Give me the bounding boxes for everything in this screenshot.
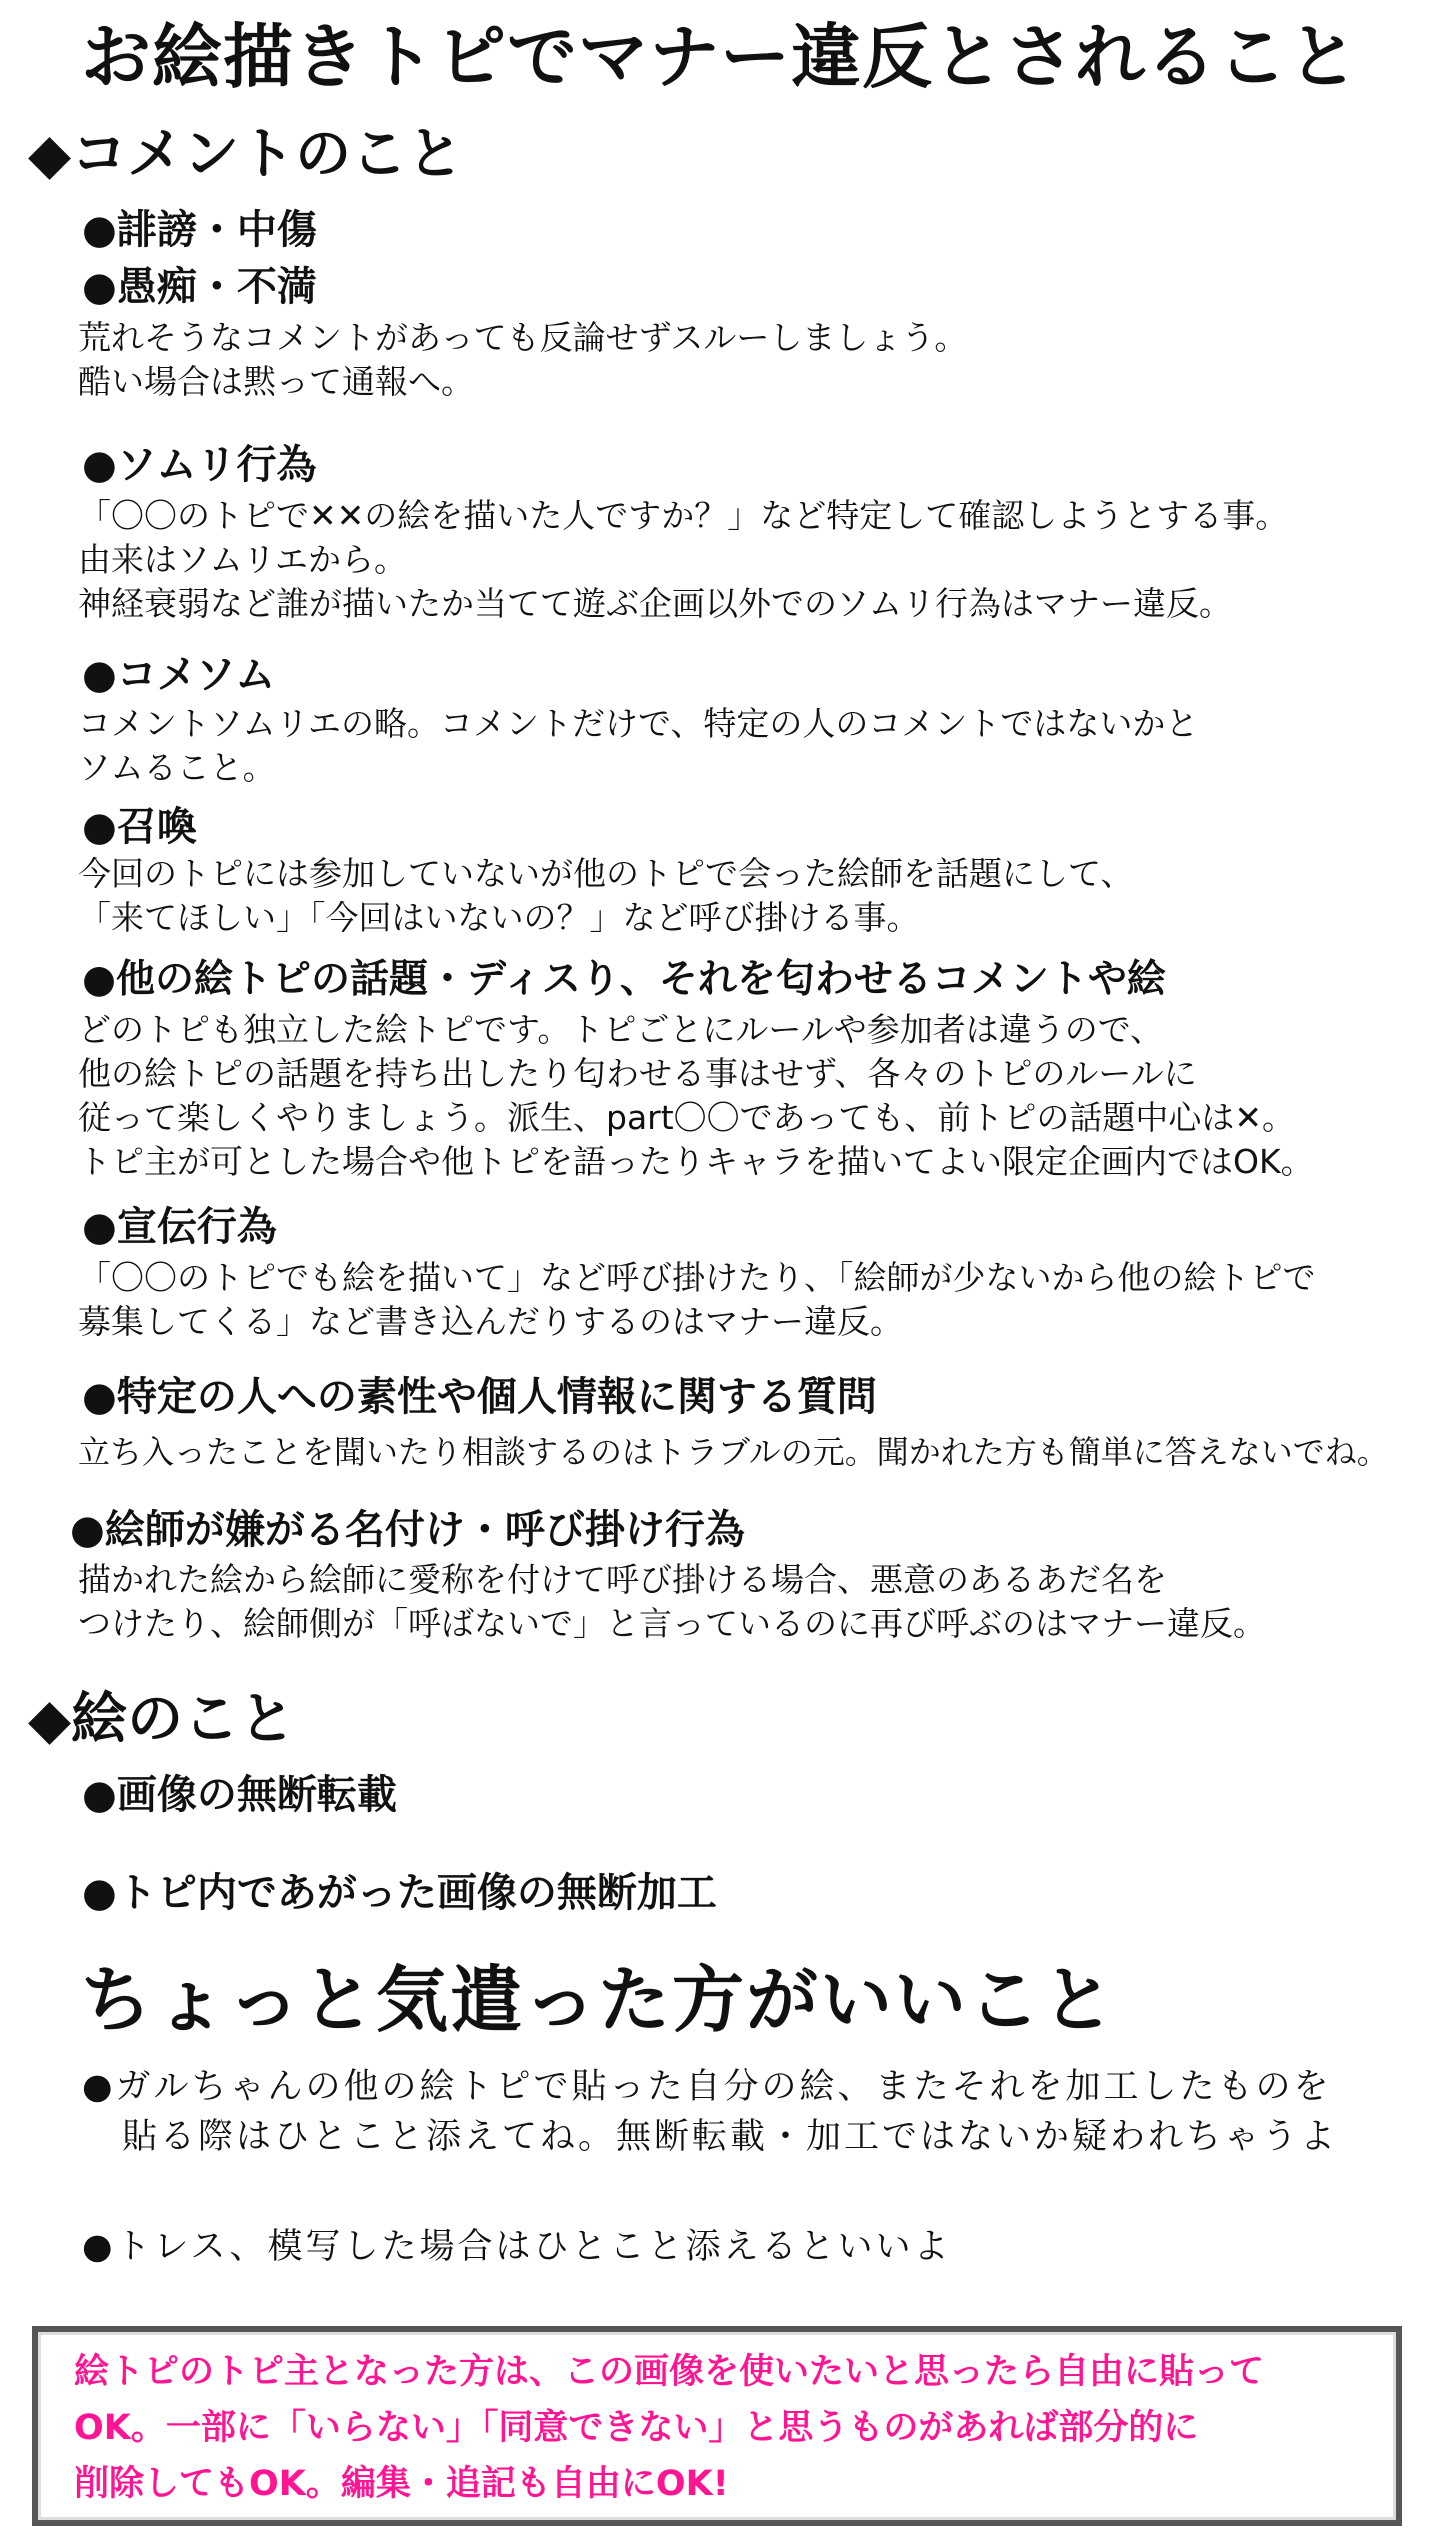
body-line: 立ち入ったことを聞いたり相談するのはトラブルの元。聞かれた方も簡単に答えないでね。	[78, 1433, 1389, 1471]
item-body-comesomu	[78, 702, 1198, 790]
item-heading-summon: ●召喚	[82, 804, 197, 850]
item-heading-other-topics: ●他の絵トピの話題・ディスり、それを匂わせるコメントや絵	[82, 957, 1166, 1002]
item-heading-advertising: ●宣伝行為	[82, 1204, 277, 1250]
item-heading-sommelier: ●ソムリ行為	[82, 442, 317, 488]
body-line: 荒れそうなコメントがあっても反論せずスルーしましょう。	[78, 318, 968, 357]
page-title: お絵描きトピでマナー違反とされること	[81, 16, 1359, 98]
care-heading: ちょっと気遣った方がいいこと	[80, 1958, 1117, 2042]
body-line: 募集してくる」など書き込んだりするのはマナー違反。	[78, 1302, 903, 1341]
body-line: ソムること。	[78, 748, 276, 787]
item-body-summon	[78, 852, 1133, 940]
note-line: ●ガルちゃんの他の絵トピで貼った自分の絵、またそれを加工したものを	[82, 2067, 1332, 2107]
notice-text	[74, 2344, 1264, 2512]
note-line: 貼る際はひとこと添えてね。無断転載・加工ではないか疑われちゃうよ	[122, 2117, 1339, 2157]
body-line: 今回のトピには参加していないが他のトピで会った絵師を話題にして、	[78, 854, 1134, 893]
body-line: どのトピも独立した絵トピです。トピごとにルールや参加者は違うので、	[78, 1010, 1164, 1049]
item-heading-edit: ●トピ内であがった画像の無断加工	[82, 1870, 717, 1916]
body-line: つけたり、絵師側が「呼ばないで」と言っているのに再び呼ぶのはマナー違反。	[78, 1604, 1266, 1643]
section-heading-pictures: ◆絵のこと	[28, 1687, 296, 1752]
item-body-advertising	[78, 1256, 1316, 1344]
item-heading-slander: ●誹謗・中傷	[82, 207, 317, 253]
body-line: 神経衰弱など誰が描いたか当てて遊ぶ企画以外でのソムリ行為はマナー違反。	[78, 584, 1233, 623]
item-body-complaints	[78, 316, 967, 404]
section-heading-comments: ◆コメントのこと	[28, 122, 464, 187]
body-line: コメントソムリエの略。コメントだけで、特定の人のコメントではないかと	[78, 704, 1199, 743]
body-line: 「〇〇のトピでも絵を描いて」など呼び掛けたり、「絵師が少ないから他の絵トピで	[78, 1258, 1316, 1297]
care-note-1	[82, 2062, 1338, 2162]
item-heading-nicknames: ●絵師が嫌がる名付け・呼び掛け行為	[70, 1507, 745, 1553]
item-body-nicknames	[78, 1558, 1266, 1646]
item-heading-complaints: ●愚痴・不満	[82, 264, 317, 310]
notice-line: OK。一部に「いらない」「同意できない」と思うものがあれば部分的に	[74, 2408, 1199, 2448]
item-body-personal-info	[78, 1430, 1389, 1474]
item-heading-comesomu: ●コメソム	[82, 652, 276, 698]
notice-line: 絵トピのトピ主となった方は、この画像を使いたいと思ったら自由に貼って	[74, 2352, 1265, 2392]
item-body-sommelier	[78, 494, 1288, 626]
item-heading-personal-info: ●特定の人への素性や個人情報に関する質問	[82, 1374, 877, 1420]
body-line: 描かれた絵から絵師に愛称を付けて呼び掛ける場合、悪意のあるあだ名を	[78, 1560, 1167, 1599]
body-line: 由来はソムリエから。	[78, 540, 408, 579]
body-line: 酷い場合は黙って通報へ。	[78, 362, 474, 401]
body-line: トピ主が可とした場合や他トピを語ったりキャラを描いてよい限定企画内ではOK。	[78, 1142, 1314, 1181]
body-line: 他の絵トピの話題を持ち出したり匂わせる事はせず、各々のトピのルールに	[78, 1054, 1197, 1093]
item-body-other-topics	[78, 1008, 1314, 1184]
body-line: 「来てほしい」「今回はいないの？」など呼び掛ける事。	[78, 898, 920, 937]
body-line: 「〇〇のトピで✕✕の絵を描いた人ですか？」など特定して確認しようとする事。	[78, 496, 1289, 535]
notice-box	[32, 2326, 1402, 2526]
care-note-2: ●トレス、模写した場合はひとこと添えるといいよ	[82, 2227, 952, 2267]
body-line: 従って楽しくやりましょう。派生、part〇〇であっても、前トピの話題中心は✕。	[78, 1098, 1295, 1137]
notice-line: 削除してもOK。編集・追記も自由にOK!	[74, 2464, 729, 2504]
item-heading-repost: ●画像の無断転載	[82, 1772, 397, 1818]
